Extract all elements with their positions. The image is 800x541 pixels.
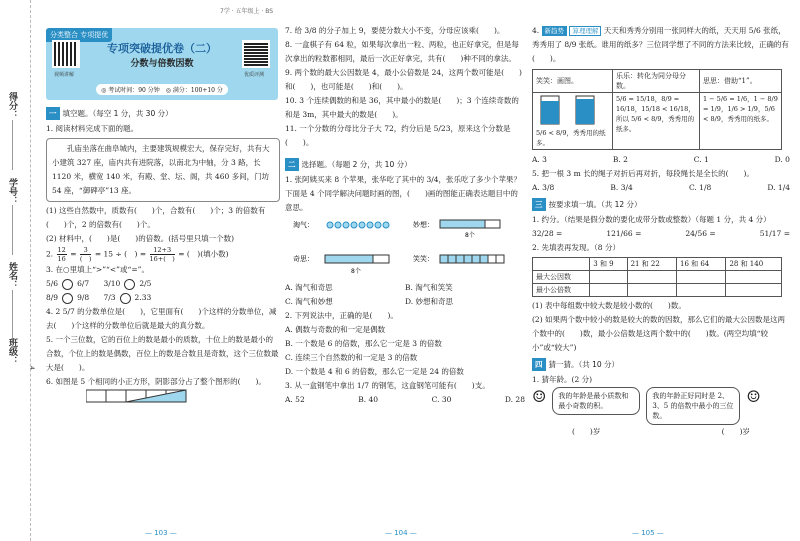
apple-diagrams [285, 215, 525, 279]
answer-cell[interactable] [627, 284, 676, 297]
reduce-item: 121/66 = [606, 229, 642, 238]
choice-2: 2. 下列说法中，正确的是( )。 [285, 311, 398, 320]
row-head: 最小公倍数 [533, 284, 590, 297]
option-c[interactable]: C. 淘气和妙想 [285, 297, 333, 306]
bubble-2: 我的年龄正好同时是 2、3、5 的倍数中最小的三位数。 [646, 387, 740, 425]
reduce-items [532, 227, 790, 241]
compare-circle[interactable] [62, 279, 73, 290]
choice-3: 3. 从一盒钢笔中拿出 1/7 的钢笔，这盒钢笔可能有( )支。 [285, 381, 490, 390]
name-label: 姓名： [7, 262, 17, 289]
answer-cell[interactable] [627, 271, 676, 284]
q6: 6. 如图是 5 个相同的小正方形，阴影部分占了整个图形的( )。 [46, 377, 266, 386]
option-d[interactable]: D. 1/4 [767, 183, 790, 192]
answer-cell[interactable] [726, 284, 782, 297]
trend-tag: 新趋势 [542, 26, 568, 36]
name-line [12, 290, 13, 340]
diag-name-2: 妙想： [413, 221, 434, 229]
reading-material: 孔庙坐落在曲阜城内，主要建筑规模宏大，保存完好，共有大小建筑 327 座，庙内共有进院落，以南北为中轴，分 3 路，长 1120 米，横宽 140 米，有殿、堂、坛、阁，共 460 多间，门坊 54 座，“御碑亭”13 座。 [46, 138, 280, 202]
class-label: 班级： [7, 338, 17, 365]
answer-cell[interactable] [590, 284, 627, 297]
compare-circle[interactable] [124, 279, 135, 290]
method-3-body: 1 − 5/6 = 1/6，1 − 8/9 = 1/9，1/6 > 1/9，5/6 < 8/9，秀秀用的纸多。 [699, 93, 781, 150]
answer-cell[interactable] [726, 271, 782, 284]
cut-mark: 4 [28, 366, 35, 370]
title-banner [46, 28, 278, 100]
method-2-body: 5/6 = 15/18，8/9 = 16/18，15/18 < 16/18，所以 5/6 < 8/9，秀秀用的纸多。 [613, 93, 700, 150]
option-b[interactable]: B. 3/4 [610, 183, 633, 192]
option-d[interactable]: D. 28 [504, 395, 525, 404]
section-1-title: 填空题。（每空 1 分，共 30 分） [62, 109, 173, 118]
diag-name-4: 笑笑： [413, 255, 434, 263]
section-2-num: 二 [285, 158, 299, 171]
binding-margin [0, 0, 44, 541]
qr-left-label: 视频讲解 [54, 72, 75, 78]
diag-name-1: 淘气： [293, 221, 314, 229]
method-3-head: 思思：借助“1”。 [699, 70, 781, 93]
table-instr: 2. 先填表再发现。（8 分） [532, 243, 620, 252]
col-head: 28 和 140 [726, 258, 782, 271]
col-head: 16 和 64 [677, 258, 726, 271]
choice-4: 4. 新趋势 算理理解 天天和秀秀分别用一张同样大的纸，天天用 5/6 张纸，秀秀用了 8/9 张纸。谁用的纸多？三位同学想了不同的方法来比较，正确的有( )。 [532, 26, 789, 63]
q1-a: (1) 这些自然数中，质数有( )个，合数有( )个；3 的倍数有( )个，2 的倍数有( )个。 [46, 206, 266, 229]
q2-frac1: $\frac{12}{16}$ [57, 246, 66, 263]
choice-2-opt-d[interactable]: D. 一个数是 4 和 6 的倍数，那么它一定是 24 的倍数 [285, 367, 464, 376]
page-number-105: — 105 — [632, 529, 664, 537]
diag-name-3: 奇思： [293, 255, 314, 263]
section-4-header [532, 358, 790, 371]
column-2 [285, 24, 525, 407]
square-figure [86, 389, 196, 403]
guess-bubbles [532, 387, 790, 425]
option-a[interactable]: A. 52 [285, 395, 305, 404]
q2: 2. $\frac{12}{16}$ = $\frac{3}{( )}$ = 15 ÷ ( ) = $\frac{12+3}{16+( )}$ = ( )(填小数) [46, 246, 229, 263]
choice-4-options [532, 153, 790, 167]
section-3-num: 三 [532, 198, 546, 211]
age-answer-1[interactable]: ( )岁 [572, 427, 601, 436]
q2-frac3: $\frac{12+3}{16+( )}$ [149, 246, 175, 263]
paper-subtitle: 分数与倍数因数 [130, 59, 194, 69]
option-c[interactable]: C. 1/8 [688, 183, 712, 192]
choice-1-options [285, 281, 525, 309]
qr-right-label: 优质评测 [244, 72, 265, 78]
compare-circle[interactable] [120, 293, 131, 304]
q10: 10. 3 个连续偶数的和是 36，其中最小的数是( )；3 个连续奇数的和是 3m，其中最大的数是( )。 [285, 96, 519, 119]
option-c[interactable]: C. 1 [693, 155, 709, 164]
section-1-header [46, 107, 280, 120]
method-table [532, 69, 782, 150]
option-a[interactable]: A. 3/8 [532, 183, 555, 192]
col-head: 21 和 22 [627, 258, 676, 271]
svg-text:8个: 8个 [351, 268, 361, 275]
q11: 11. 一个分数的分母比分子大 72，约分后是 5/23，原来这个分数是( )。 [285, 124, 511, 147]
section-3-header [532, 198, 790, 211]
score-label: 得分： [7, 92, 17, 119]
page-number-104: — 104 — [385, 529, 417, 537]
column-3 [532, 24, 790, 439]
q7: 7. 给 3/8 的分子加上 9，要使分数大小不变，分母应该乘( )。 [285, 26, 505, 35]
compare-circle[interactable] [62, 293, 73, 304]
choice-1: 1. 张阿姨买来 8 个苹果，张华吃了其中的 3/4，张乐吃了多少个苹果？下面是 4 个同学解决问题时画的图，( )画的图能正确表达题目中的意思。 [285, 175, 522, 212]
id-line [12, 205, 13, 255]
method-1-head: 笑笑：画图。 [533, 70, 613, 93]
option-b[interactable]: B. 淘气和笑笑 [405, 283, 453, 292]
row-head: 最大公因数 [533, 271, 590, 284]
q2-frac2: $\frac{3}{( )}$ [79, 246, 92, 263]
guess-answers [532, 425, 790, 439]
category-tag: 分类整合 专项提优 [46, 28, 112, 42]
fraction-bars [536, 94, 606, 126]
column-1 [46, 104, 280, 405]
student-id-label: 学号： [7, 178, 17, 205]
bubble-1: 我的年龄是最小质数和最小奇数的积。 [552, 387, 640, 415]
answer-cell[interactable] [677, 271, 726, 284]
choice-5: 5. 把一根 3 m 长的绳子对折后再对折，每段绳长是全长的( )。 [532, 169, 754, 178]
option-b[interactable]: B. 40 [358, 395, 379, 404]
q3-row2: 8/9 9/8 7/3 2.33 [46, 293, 152, 302]
paper-title: 专项突破提优卷（二） [107, 42, 217, 55]
option-b[interactable]: B. 2 [612, 155, 628, 164]
q4: 4. 2 5/7 的分数单位是( )，它里面有( )个这样的分数单位，减去( )个这样的分数单位后就是最大的真分数。 [46, 307, 277, 330]
diag-label: 8个 [465, 232, 475, 239]
child-icon: ☺ [746, 387, 761, 406]
q1-stem: 1. 阅读材料完成下面的题。 [46, 124, 139, 133]
choice-2-opt-b[interactable]: B. 一个数是 6 的倍数，那么它一定是 3 的倍数 [285, 339, 442, 348]
grade-header: 7学 · 五年级上 · BS [220, 8, 274, 15]
col-head: 3 和 9 [590, 258, 627, 271]
exam-info: ◎ 考试时间：90 分钟 ◎ 满分：100+10 分 [96, 84, 228, 95]
q1-b: (2) 材料中，( )是( )的倍数。(括号里只填一个数) [46, 234, 235, 243]
section-3-title: 按要求填一填。（共 12 分） [548, 200, 642, 209]
option-d[interactable]: D. 妙想和奇思 [405, 297, 454, 306]
age-answer-2[interactable]: ( )岁 [721, 427, 750, 436]
score-line [12, 120, 13, 170]
q5: 5. 一个三位数，它的百位上的数是最小的质数，十位上的数是最小的合数，个位上的数是偶数，百位上的数是合数且是奇数，这个三位数最大是( )。 [46, 335, 279, 372]
answer-cell[interactable] [677, 284, 726, 297]
choice-2-opt-a[interactable]: A. 偶数与奇数的和一定是偶数 [285, 325, 386, 334]
fold-line [30, 0, 31, 541]
method-2-head: 乐乐：转化为同分母分数。 [613, 70, 700, 93]
table-q1: (1) 表中每组数中较大数是较小数的( )数。 [532, 301, 686, 310]
q8: 8. 一盒棋子有 64 粒，如果每次拿出一粒、两粒，也正好拿完，但是每次拿出的粒数都相同，最后一次正好拿完，共有( )种不同的拿法。 [285, 40, 519, 63]
option-d[interactable]: D. 0 [774, 155, 790, 164]
option-c[interactable]: C. 30 [431, 395, 452, 404]
section-2-header [285, 158, 525, 171]
choice-3-options [285, 393, 525, 407]
q3-row1: 5/6 6/7 3/10 2/5 [46, 279, 152, 288]
reduce-instr: 1. 约分。（结果是假分数的要化成带分数或整数）（每题 1 分，共 4 分） [532, 215, 771, 224]
guess-age: 1. 猜年龄。(2 分) [532, 375, 593, 384]
q3-stem: 3. 在○里填上“>”“<”或“=”。 [46, 265, 149, 274]
option-a[interactable]: A. 3 [532, 155, 547, 164]
choice-2-opt-c[interactable]: C. 连续三个自然数的和一定是 3 的倍数 [285, 353, 418, 362]
reduce-item: 32/28 = [532, 229, 563, 238]
q9: 9. 两个数的最大公因数是 4，最小公倍数是 24，这两个数可能是( )和( )，也可能是( )和( )。 [285, 68, 522, 91]
reasoning-tag: 算理理解 [569, 26, 601, 36]
section-2-title: 选择题。（每题 2 分，共 10 分） [301, 160, 412, 169]
page-number-103: — 103 — [145, 529, 177, 537]
table-q2: (2) 如果两个数中较小的数是较大的数的因数，那么它们的最大公因数是这两个数中的( )数，最小公倍数是这两个数中的( )数。(两空均填“较小”或“较大”) [532, 315, 786, 352]
child-icon: ☺ [532, 387, 547, 406]
reduce-item: 24/56 = [685, 229, 716, 238]
gcd-lcm-table [532, 257, 782, 297]
section-1-num: 一 [46, 107, 60, 120]
reduce-item: 51/17 = [759, 229, 790, 238]
answer-cell[interactable] [590, 271, 627, 284]
section-4-num: 四 [532, 358, 546, 371]
choice-5-options [532, 181, 790, 195]
option-a[interactable]: A. 淘气和奇思 [285, 283, 333, 292]
section-4-title: 猜一猜。（共 10 分） [548, 360, 620, 369]
method-1-body: 5/6 < 8/9，秀秀用的纸多。 [536, 129, 606, 147]
